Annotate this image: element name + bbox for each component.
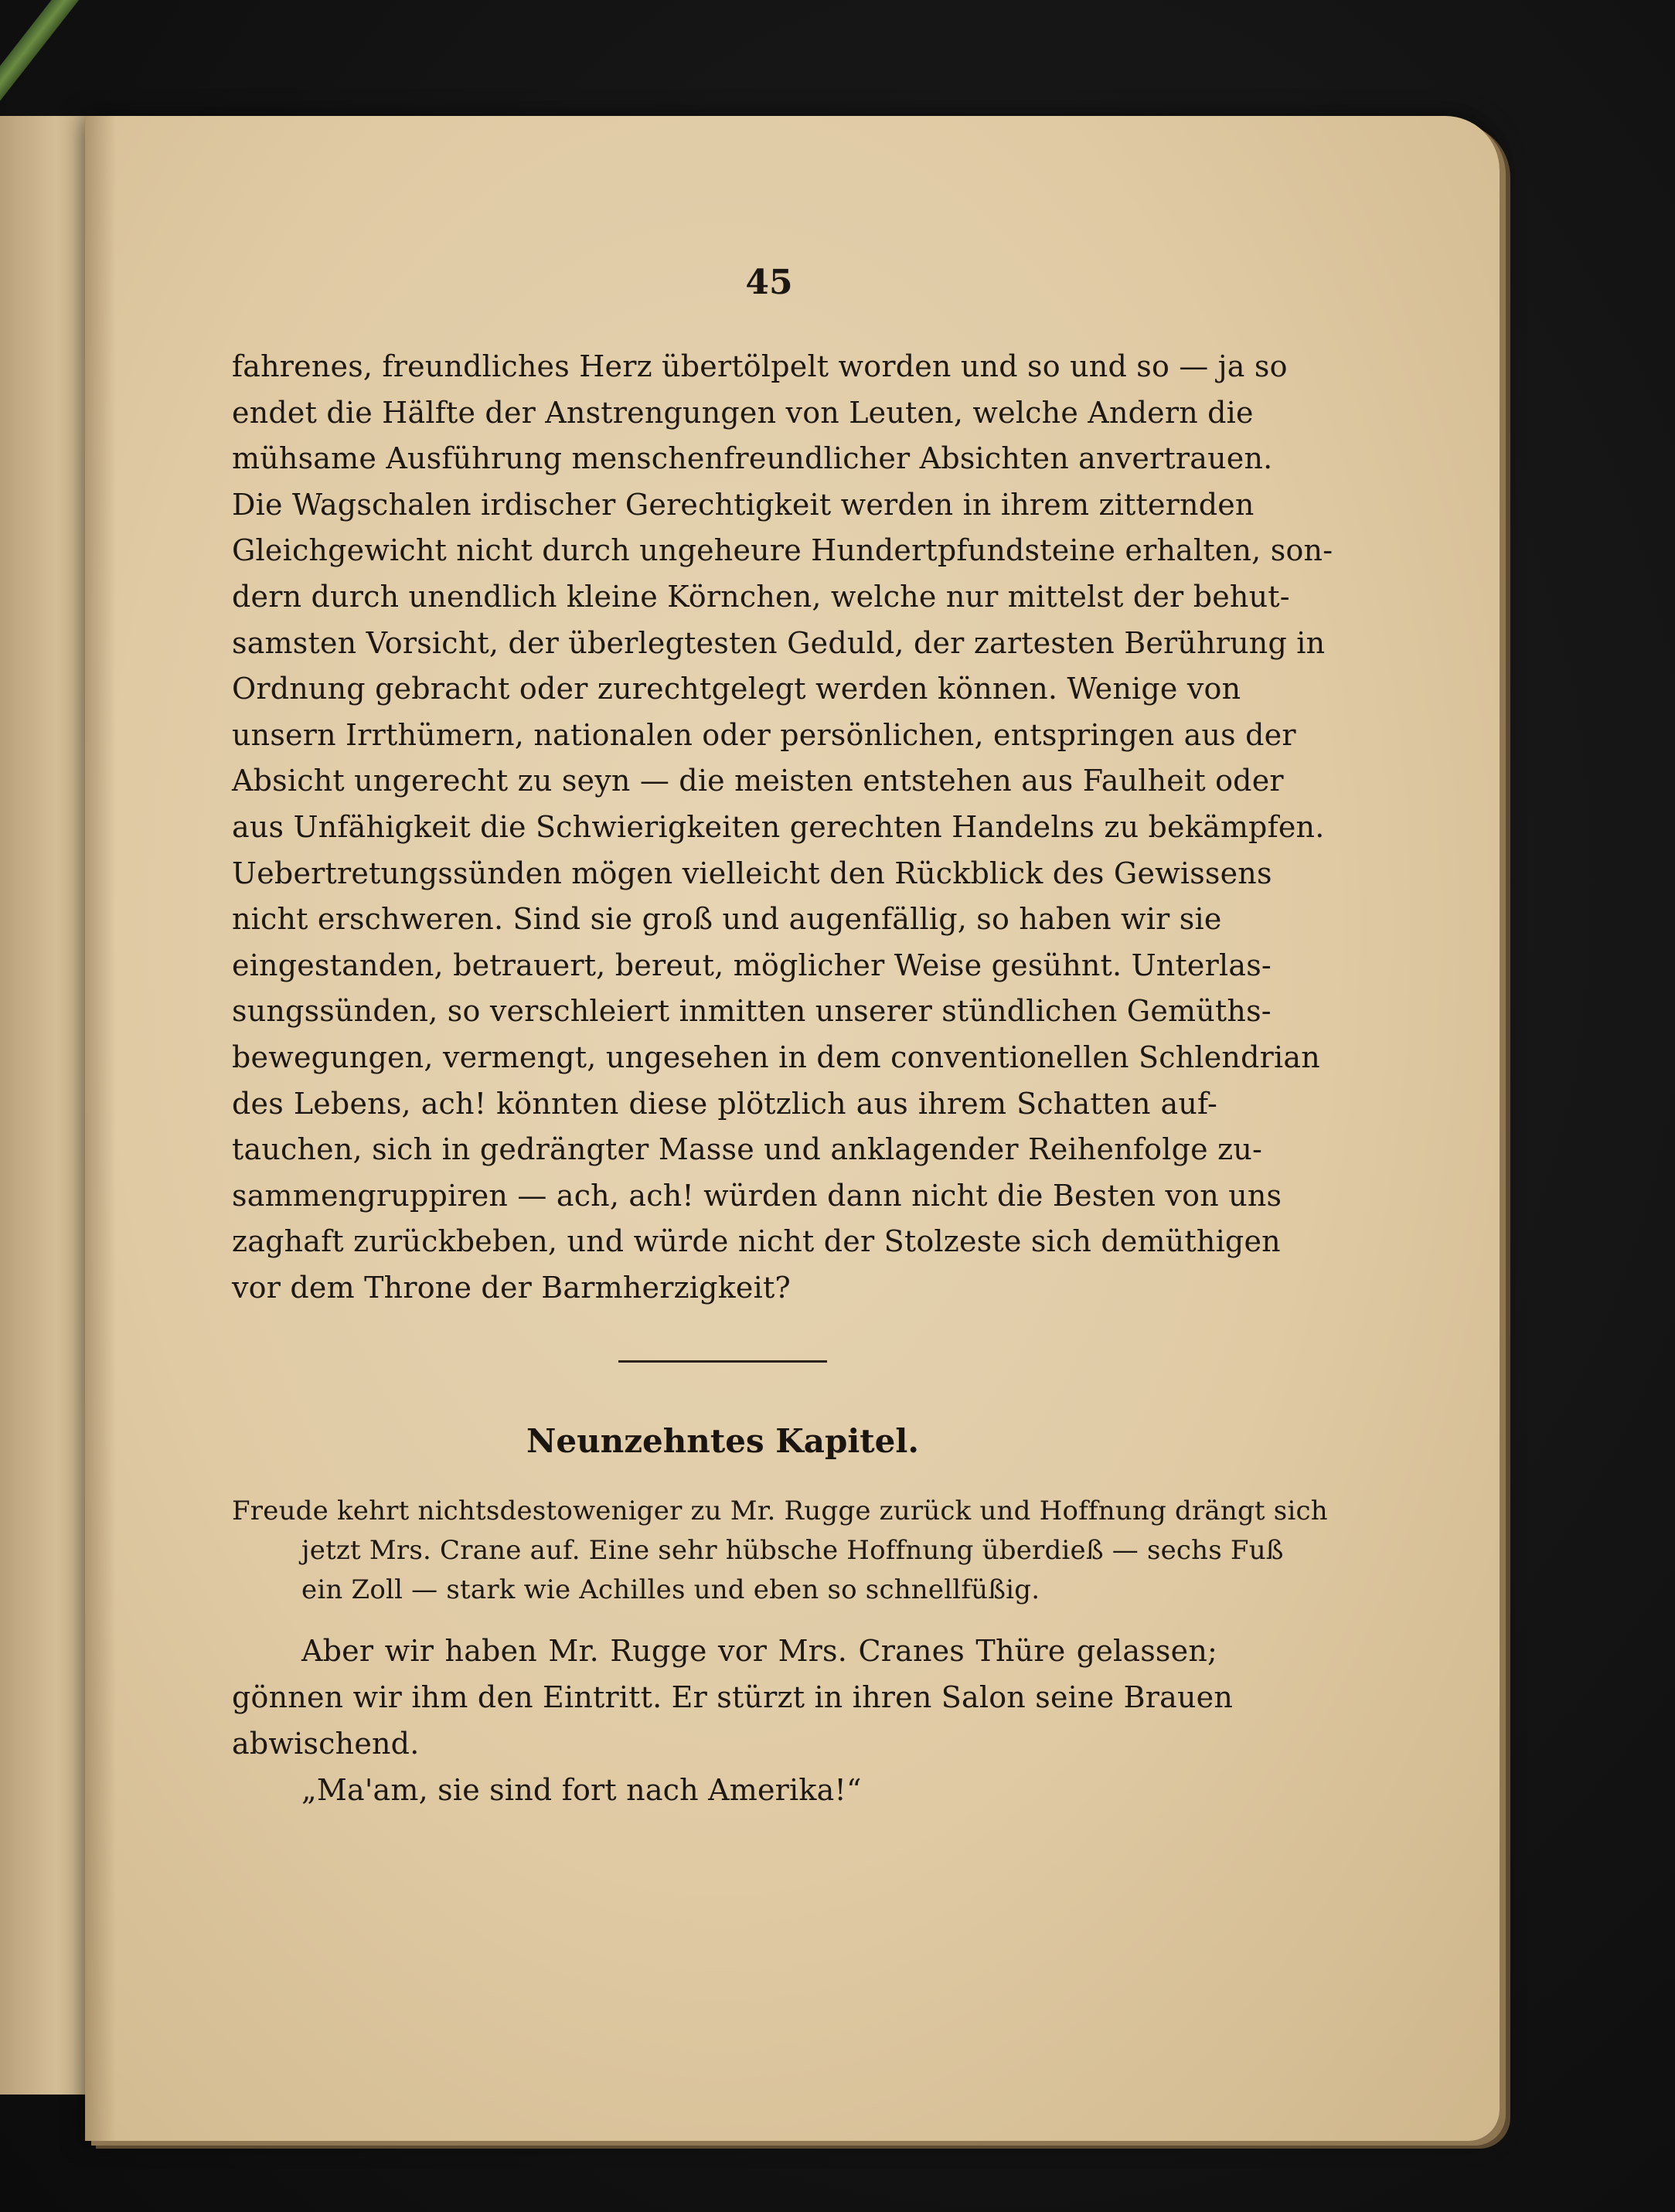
- text-line: tauchen, sich in gedrängter Masse und anklagender Reihenfolge zu-: [232, 1132, 1263, 1167]
- chapter-title: Neunzehntes Kapitel.: [526, 1422, 919, 1460]
- text-line: zaghaft zurückbeben, und würde nicht der Stolzeste sich demüthigen: [232, 1224, 1281, 1259]
- text-line: Die Wagschalen irdischer Gerechtigkeit werden in ihrem zitternden: [232, 487, 1255, 522]
- text-line: bewegungen, vermengt, ungesehen in dem conventionellen Schlendrian: [232, 1040, 1320, 1074]
- text-line: vor dem Throne der Barmherzigkeit?: [232, 1270, 791, 1305]
- left-page-edge: [0, 116, 93, 2095]
- paragraph-continuation: [232, 344, 1333, 1311]
- text-line: sammengruppiren — ach, ach! würden dann nicht die Besten von uns: [232, 1178, 1282, 1213]
- text-line: aus Unfähigkeit die Schwierigkeiten gerechten Handelns zu bekämpfen.: [232, 809, 1325, 844]
- section-divider: [618, 1360, 827, 1363]
- text-line: Absicht ungerecht zu seyn — die meisten entstehen aus Faulheit oder: [232, 764, 1284, 798]
- text-line: fahrenes, freundliches Herz übertölpelt worden und so und so — ja so: [232, 349, 1288, 383]
- text-line: Ordnung gebracht oder zurechtgelegt werden können. Wenige von: [232, 672, 1241, 706]
- dialogue-quote: „Ma'am, sie sind fort nach Amerika!“: [301, 1773, 862, 1807]
- summary-line: jetzt Mrs. Crane auf. Eine sehr hübsche Hoffnung überdieß — sechs Fuß: [301, 1535, 1284, 1566]
- text-line: dern durch unendlich kleine Körnchen, welche nur mittelst der behut-: [232, 579, 1290, 614]
- text-line: eingestanden, betrauert, bereut, möglicher Weise gesühnt. Unterlas-: [232, 948, 1272, 982]
- text-line: sungssünden, so verschleiert inmitten unserer stündlichen Gemüths-: [232, 994, 1272, 1029]
- text-line: des Lebens, ach! könnten diese plötzlich aus ihrem Schatten auf-: [232, 1086, 1217, 1121]
- text-line: Gleichgewicht nicht durch ungeheure Hundertpfundsteine erhalten, son-: [232, 533, 1333, 568]
- text-line: unsern Irrthümern, nationalen oder persönlichen, entspringen aus der: [232, 717, 1296, 752]
- chapter-summary: [232, 1492, 1328, 1610]
- text-line: Uebertretungssünden mögen vielleicht den Rückblick des Gewissens: [232, 856, 1272, 890]
- summary-line: Freude kehrt nichtsdestoweniger zu Mr. Rugge zurück und Hoffnung drängt sich: [232, 1496, 1328, 1526]
- summary-line: ein Zoll — stark wie Achilles und eben so schnellfüßig.: [301, 1574, 1040, 1605]
- chapter-body: [232, 1628, 1234, 1813]
- page-number: 45: [745, 263, 793, 302]
- text-line: mühsame Ausführung menschenfreundlicher Absichten anvertrauen.: [232, 441, 1273, 476]
- text-line: gönnen wir ihm den Eintritt. Er stürzt in ihren Salon seine Brauen: [232, 1680, 1234, 1714]
- text-line: samsten Vorsicht, der überlegtesten Geduld, der zartesten Berührung in: [232, 625, 1326, 660]
- text-line: abwischend.: [232, 1727, 420, 1761]
- text-line: endet die Hälfte der Anstrengungen von Leuten, welche Andern die: [232, 395, 1254, 430]
- text-line: Aber wir haben Mr. Rugge vor Mrs. Cranes Thüre gelassen;: [301, 1634, 1217, 1668]
- text-line: nicht erschweren. Sind sie groß und augenfällig, so haben wir sie: [232, 902, 1222, 937]
